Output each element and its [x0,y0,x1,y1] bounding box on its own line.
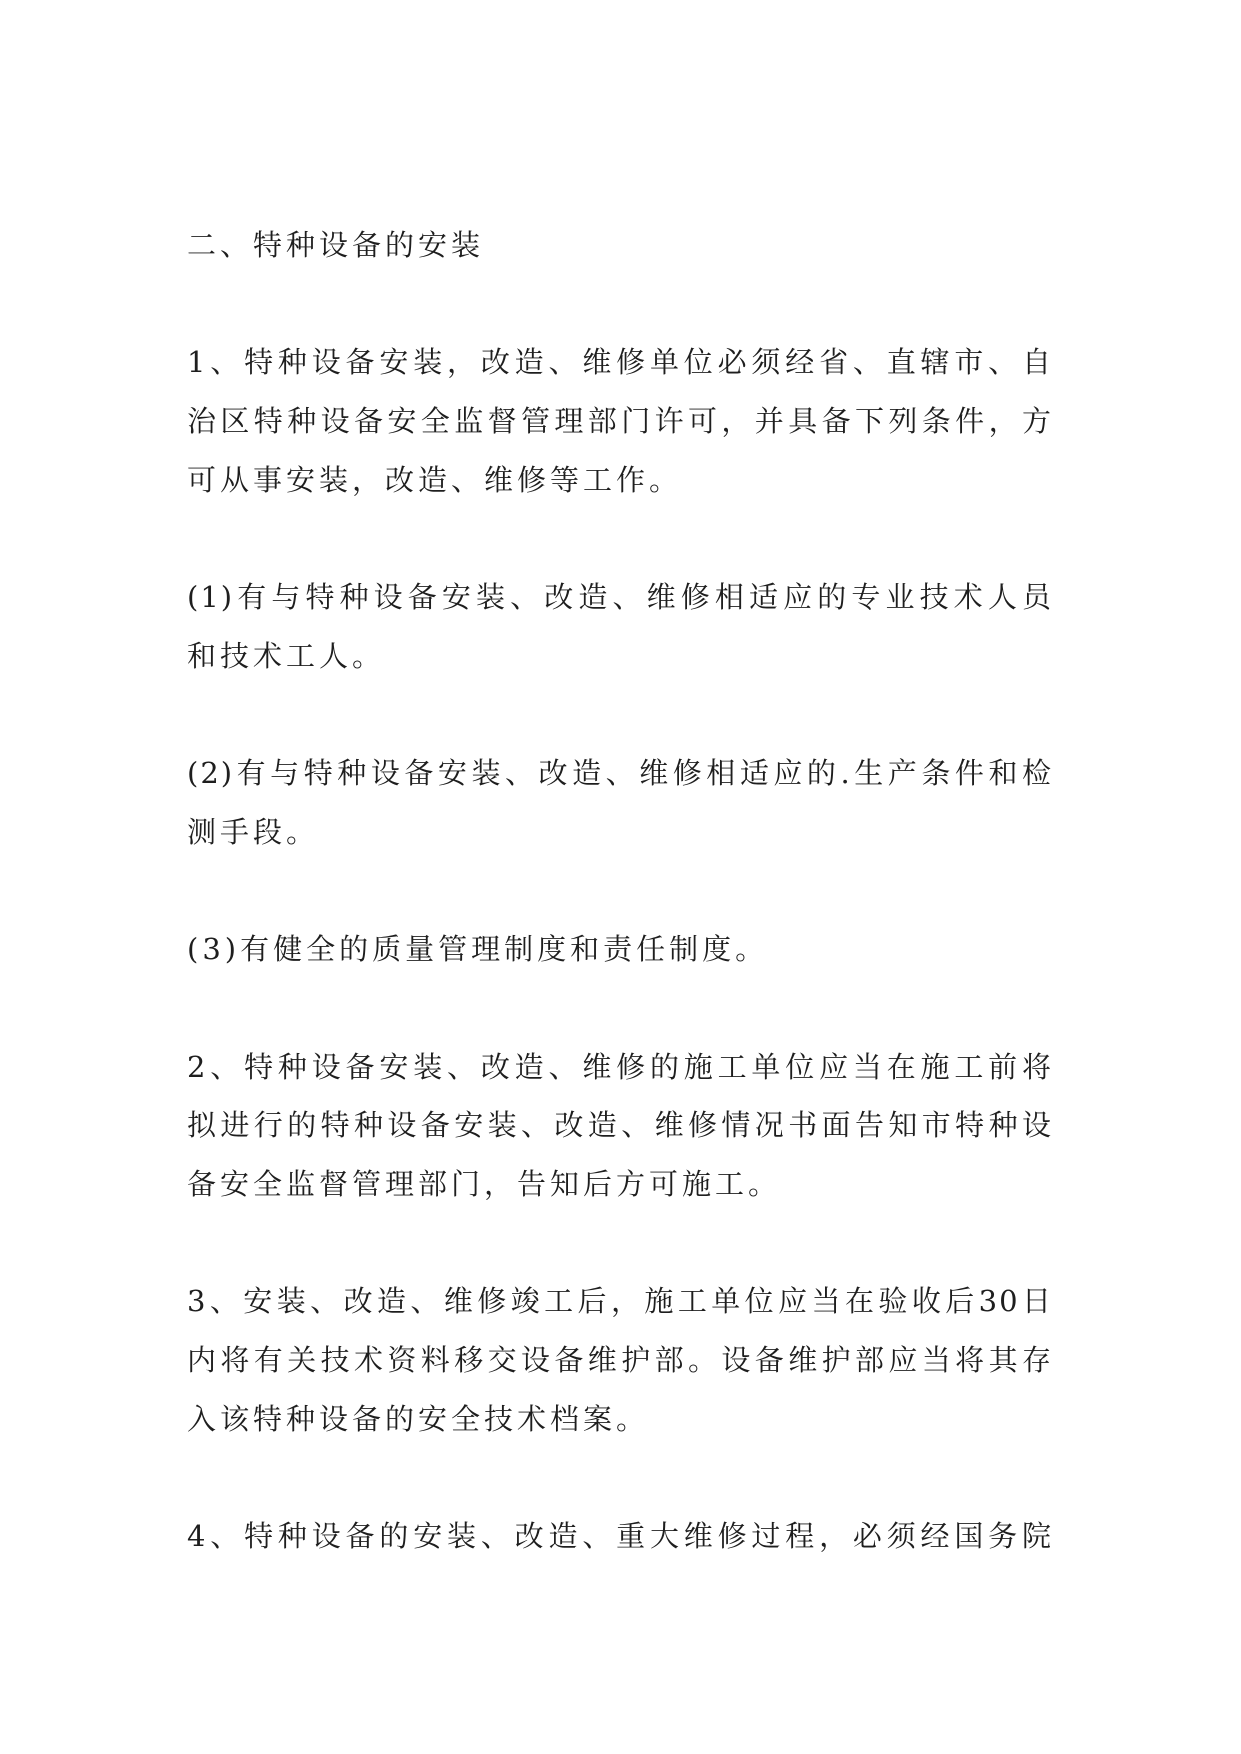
paragraph-condition-1 [187,568,1053,685]
paragraph-line: 和技术工人。 [187,638,386,673]
paragraph-line: (3)有健全的质量管理制度和责任制度。 [187,932,769,967]
paragraph-condition-3 [187,920,1053,979]
paragraph-item-1 [187,333,1053,509]
document-body [187,216,1053,1625]
paragraph-line: 备安全监督管理部门，告知后方可施工。 [187,1167,782,1202]
paragraph-item-3 [187,1272,1053,1448]
paragraph-line: (1)有与特种设备安装、改造、维修相适应的专业技术人员 [187,580,1053,615]
paragraph-condition-2 [187,744,1053,861]
paragraph-line: 2、特种设备安装、改造、维修的施工单位应当在施工前将 [187,1049,1053,1084]
paragraph-item-2 [187,1038,1053,1214]
paragraph-line: 测手段。 [187,814,320,849]
paragraph-line: 内将有关技术资料移交设备维护部。设备维护部应当将其存 [187,1343,1053,1378]
paragraph-line: 4、特种设备的安装、改造、重大维修过程，必须经国务院 [187,1519,1053,1554]
paragraph-item-4 [187,1507,1053,1566]
paragraph-line: 治区特种设备安全监督管理部门许可，并具备下列条件，方 [187,404,1053,439]
paragraph-line: 拟进行的特种设备安装、改造、维修情况书面告知市特种设 [187,1108,1053,1143]
paragraph-line: 3、安装、改造、维修竣工后，施工单位应当在验收后30日 [187,1284,1053,1319]
paragraph-line: 1、特种设备安装，改造、维修单位必须经省、直辖市、自 [187,345,1053,380]
paragraph-line: 可从事安装，改造、维修等工作。 [187,462,683,497]
paragraph-line: (2)有与特种设备安装、改造、维修相适应的.生产条件和检 [187,756,1053,791]
section-heading: 二、特种设备的安装 [187,228,485,262]
paragraph-line: 入该特种设备的安全技术档案。 [187,1401,650,1436]
